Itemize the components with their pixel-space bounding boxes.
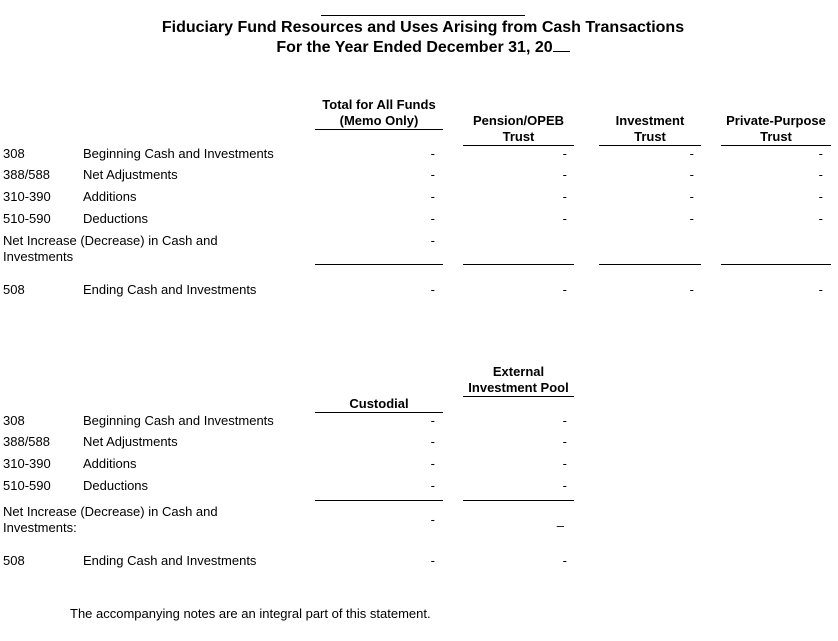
row-code: 308 [3, 413, 25, 428]
cell-value: - [562, 478, 567, 493]
row-label: Additions [83, 456, 137, 471]
row-label: Ending Cash and Investments [83, 282, 257, 297]
net-increase-label: Net Increase (Decrease) in Cash and Investments: [3, 504, 218, 535]
cell-value: - [430, 478, 435, 493]
cell-value: - [430, 413, 435, 428]
year-blank [553, 37, 570, 52]
cell-value: - [562, 146, 567, 161]
cell-value: - [689, 167, 694, 182]
cell-value: - [562, 282, 567, 297]
cell-value: - [430, 167, 435, 182]
row-code: 310-390 [3, 456, 51, 471]
statement-period [0, 37, 838, 57]
cell-value: - [562, 413, 567, 428]
cell-value: - [562, 434, 567, 449]
cell-value: - [562, 456, 567, 471]
cell-value: - [689, 189, 694, 204]
col-header-custodial: Custodial [315, 396, 443, 413]
cell-value: - [689, 282, 694, 297]
cell-value: - [562, 211, 567, 226]
row-code: 388/588 [3, 434, 50, 449]
cell-value: - [430, 434, 435, 449]
cell-value: - [562, 189, 567, 204]
cell-value: - [818, 211, 823, 226]
cell-value: - [689, 146, 694, 161]
cell-value: - [430, 233, 435, 248]
cell-value: - [818, 167, 823, 182]
col-header-external-investment-pool: External Investment Pool [463, 364, 574, 397]
subtotal-rule [315, 500, 443, 501]
statement-period-text: For the Year Ended December 31, 20 [276, 39, 553, 56]
row-code: 308 [3, 146, 25, 161]
col-header-pension-opeb-trust: Pension/OPEB Trust [463, 113, 574, 146]
col-header-investment-trust: Investment Trust [599, 113, 701, 146]
cell-value: - [689, 211, 694, 226]
row-label: Net Adjustments [83, 434, 178, 449]
cell-value: - [430, 553, 435, 568]
cell-value: - [430, 282, 435, 297]
footnote: The accompanying notes are an integral part of this statement. [70, 606, 431, 621]
cell-value: – [556, 518, 564, 533]
cell-value: - [818, 282, 823, 297]
subtotal-rule [463, 500, 574, 501]
row-label: Net Adjustments [83, 167, 178, 182]
cell-value: - [430, 189, 435, 204]
row-code: 510-590 [3, 211, 51, 226]
subtotal-rule [463, 264, 574, 265]
col-header-total-all-funds: Total for All Funds (Memo Only) [315, 97, 443, 130]
cell-value: - [562, 553, 567, 568]
row-label: Deductions [83, 478, 149, 493]
subtotal-rule [721, 264, 831, 265]
cell-value: - [430, 211, 435, 226]
col-header-private-purpose-trust: Private-Purpose Trust [721, 113, 831, 146]
row-label: Beginning Cash and Investments [83, 413, 274, 428]
net-increase-label: Net Increase (Decrease) in Cash and Investments [3, 233, 218, 264]
cell-value: - [818, 189, 823, 204]
row-label: Additions [83, 189, 137, 204]
row-code: 388/588 [3, 167, 50, 182]
cell-value: - [430, 512, 435, 527]
row-code: 310-390 [3, 189, 51, 204]
row-label: Beginning Cash and Investments [83, 146, 274, 161]
row-label: Ending Cash and Investments [83, 553, 257, 568]
subtotal-rule [599, 264, 701, 265]
title-blank-line [321, 15, 525, 16]
row-code: 508 [3, 282, 25, 297]
cell-value: - [430, 146, 435, 161]
cell-value: - [430, 456, 435, 471]
subtotal-rule [315, 264, 443, 265]
cell-value: - [818, 146, 823, 161]
statement-title: Fiduciary Fund Resources and Uses Arising from Cash Transactions [161, 19, 685, 36]
row-code: 508 [3, 553, 25, 568]
row-code: 510-590 [3, 478, 51, 493]
row-label: Deductions [83, 211, 149, 226]
cell-value: - [562, 167, 567, 182]
